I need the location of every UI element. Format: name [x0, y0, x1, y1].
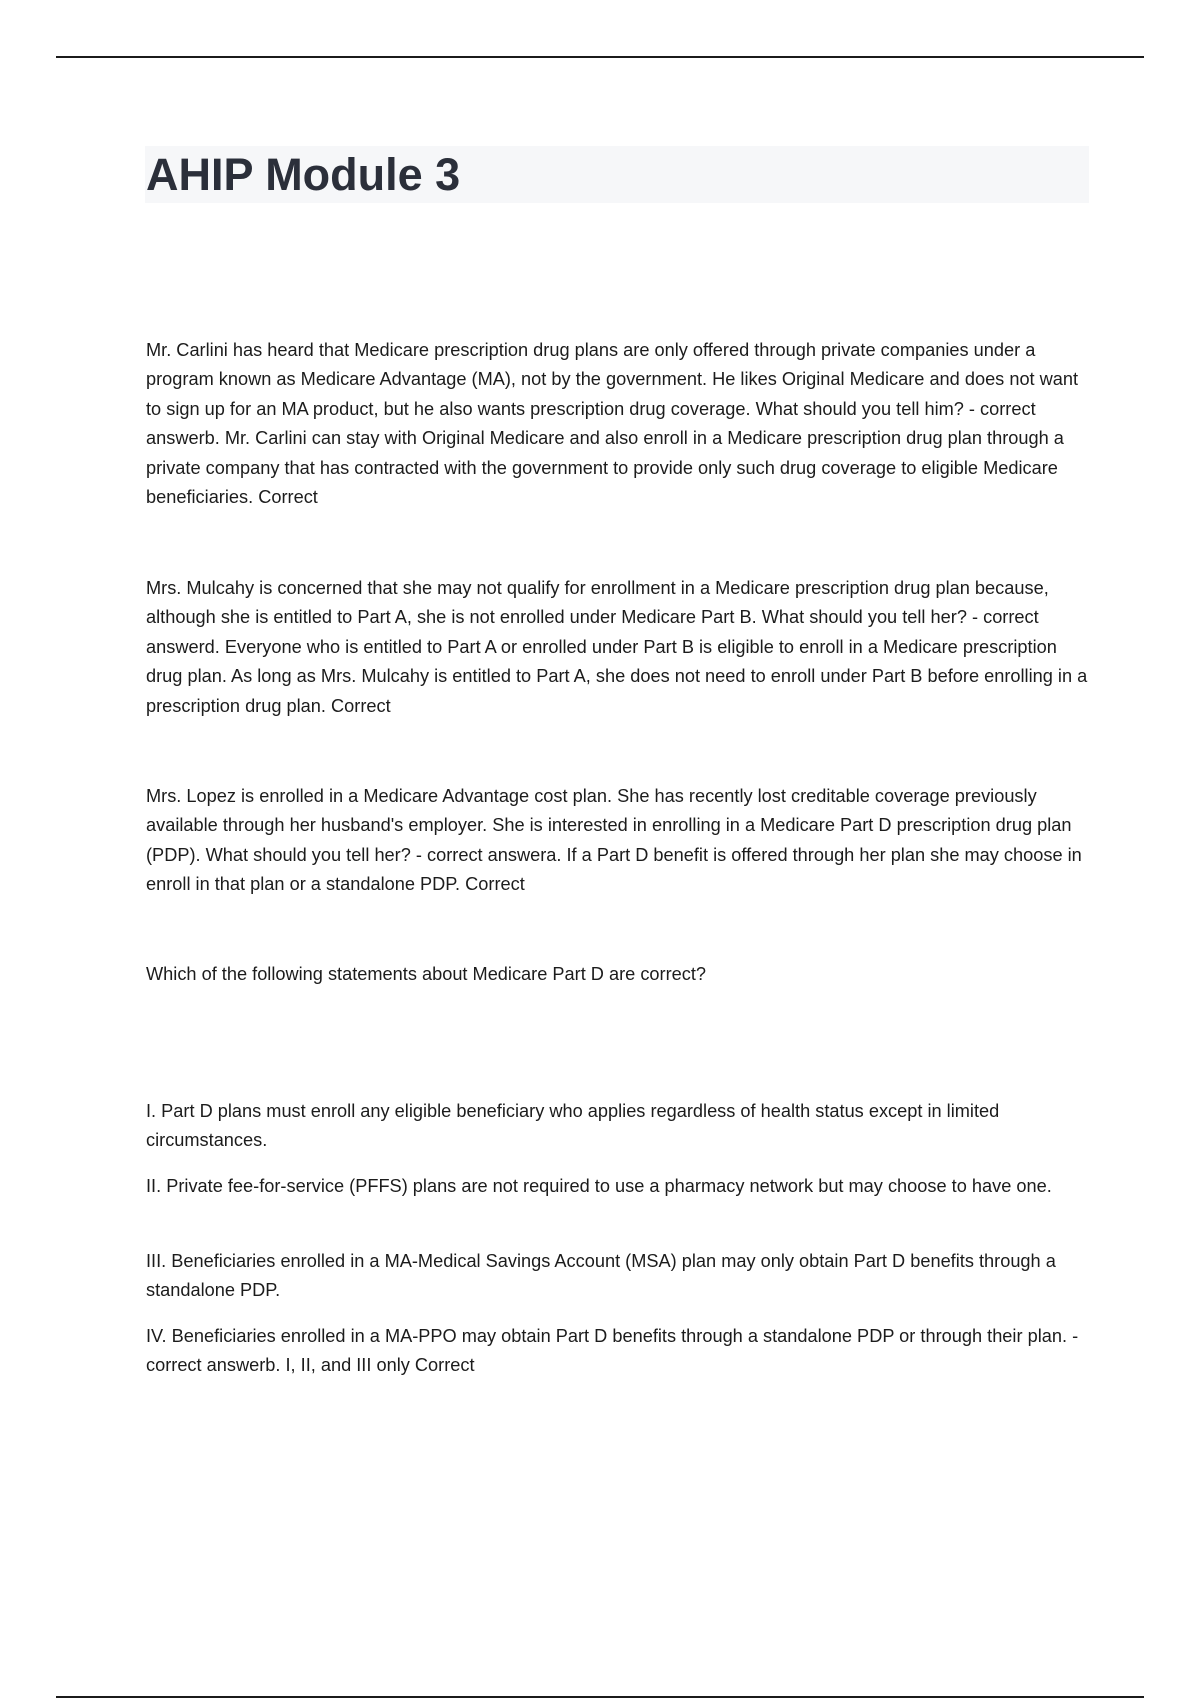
document-title: AHIP Module 3 — [146, 149, 461, 200]
statement-iii: III. Beneficiaries enrolled in a MA-Medical Savings Account (MSA) plan may only obtain Part D benefits through a standalone PDP. — [146, 1251, 1056, 1301]
statement-iv: IV. Beneficiaries enrolled in a MA-PPO may obtain Part D benefits through a standalone PDP or through their plan. - correct answerb. I, II, and III only Correct — [146, 1326, 1079, 1376]
statement-ii: II. Private fee-for-service (PFFS) plans are not required to use a pharmacy network but may choose to have one. — [146, 1176, 1052, 1196]
question-lopez: Mrs. Lopez is enrolled in a Medicare Advantage cost plan. She has recently lost creditable coverage previously available through her husband's employer. She is interested in enrolling in a Medicare Part D prescription drug plan (PDP). What should you tell her? - correct answera. If a Part D benefit is offered through her plan she may choose in enroll in that plan or a standalone PDP. Correct — [146, 786, 1082, 895]
question-part-d: Which of the following statements about Medicare Part D are correct? — [146, 964, 707, 984]
statement-i: I. Part D plans must enroll any eligible beneficiary who applies regardless of health status except in limited circumstances. — [146, 1101, 1000, 1151]
question-mulcahy: Mrs. Mulcahy is concerned that she may not qualify for enrollment in a Medicare prescription drug plan because, although she is entitled to Part A, she is not enrolled under Medicare Part B. What should you tell her? - correct answerd. Everyone who is entitled to Part A or enrolled under Part B is eligible to enroll in a Medicare prescription drug plan. As long as Mrs. Mulcahy is entitled to Part A, she does not need to enroll under Part B before enrolling in a prescription drug plan. Correct — [146, 578, 1088, 716]
question-carlini: Mr. Carlini has heard that Medicare prescription drug plans are only offered through private companies under a program known as Medicare Advantage (MA), not by the government. He likes Original Medicare and does not want to sign up for an MA product, but he also wants prescription drug coverage. What should you tell him? - correct answerb. Mr. Carlini can stay with Original Medicare and also enroll in a Medicare prescription drug plan through a private company that has contracted with the government to provide only such drug coverage to eligible Medicare beneficiaries. Correct — [146, 340, 1079, 508]
bottom-rule — [56, 1696, 1144, 1698]
top-rule — [56, 56, 1144, 58]
